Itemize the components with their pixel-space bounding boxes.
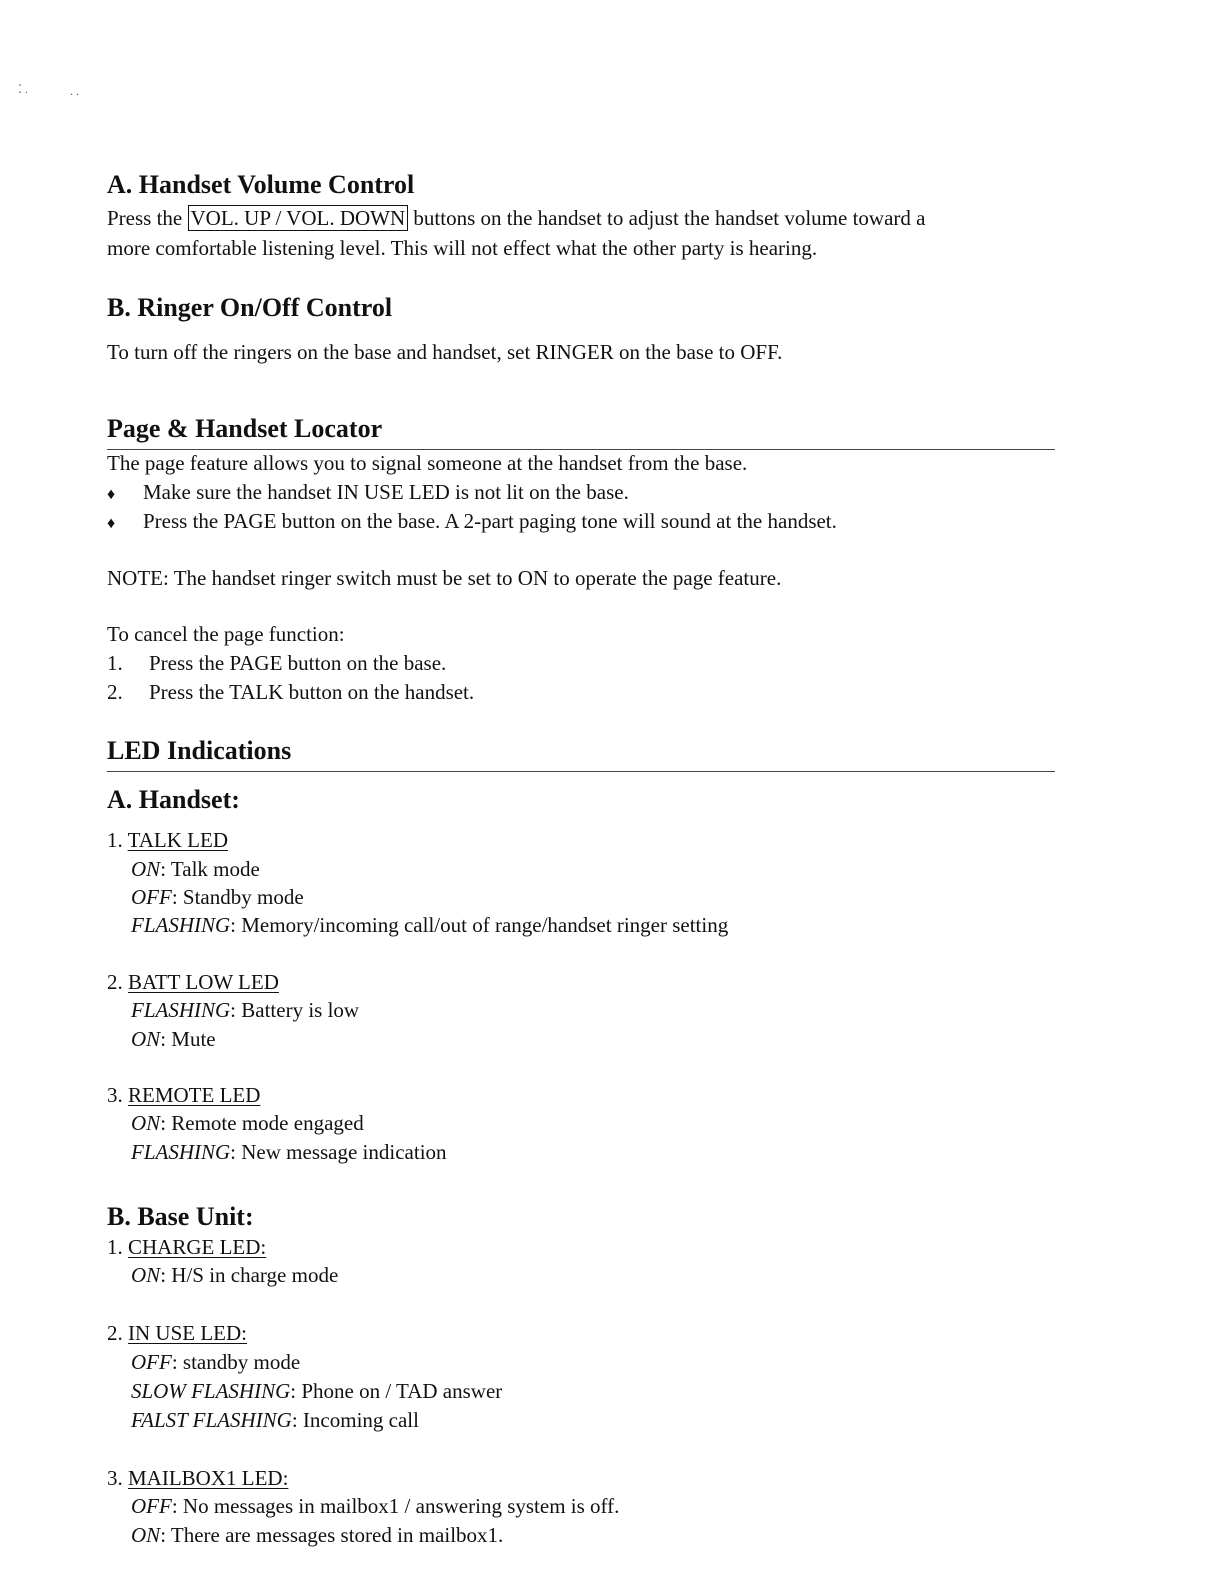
led-item-title: 1. TALK LED (107, 828, 229, 852)
led-state: ON: H/S in charge mode (131, 1263, 339, 1287)
diamond-bullet-icon: ♦ (107, 515, 116, 532)
vol-up-down-key: VOL. UP / VOL. DOWN (188, 205, 409, 231)
handset-volume-line1 (107, 206, 925, 231)
scan-speck: . . (70, 84, 79, 98)
section-divider (107, 771, 1055, 772)
handset-volume-heading: A. Handset Volume Control (107, 170, 415, 199)
led-item-title: 3. REMOTE LED (107, 1083, 261, 1107)
cancel-step: 2. Press the TALK button on the handset. (107, 680, 475, 704)
volume-text-pre: Press the (107, 206, 183, 230)
led-state: FLASHING: Battery is low (131, 998, 360, 1022)
led-state: ON: Talk mode (131, 857, 260, 881)
page-locator-heading: Page & Handset Locator (107, 414, 383, 443)
led-state: ON: Remote mode engaged (131, 1111, 364, 1135)
cancel-step: 1. Press the PAGE button on the base. (107, 651, 447, 675)
led-state: SLOW FLASHING: Phone on / TAD answer (131, 1379, 503, 1403)
led-state: OFF: standby mode (131, 1350, 301, 1374)
page-bullet: ♦ Make sure the handset IN USE LED is not lit on the base. (107, 480, 629, 504)
led-item-title: 1. CHARGE LED: (107, 1235, 267, 1259)
scan-speck: ⁚ . (18, 82, 28, 96)
led-state: ON: Mute (131, 1027, 216, 1051)
led-item-title: 3. MAILBOX1 LED: (107, 1466, 289, 1490)
led-state: FLASHING: New message indication (131, 1140, 447, 1164)
led-item-title: 2. BATT LOW LED (107, 970, 279, 994)
led-state: ON: There are messages stored in mailbox1. (131, 1523, 504, 1547)
led-state: OFF: Standby mode (131, 885, 304, 909)
diamond-bullet-icon: ♦ (107, 486, 116, 503)
led-indications-heading: LED Indications (107, 736, 292, 765)
led-state: FLASHING: Memory/incoming call/out of range/handset ringer setting (131, 913, 729, 937)
page-intro: The page feature allows you to signal someone at the handset from the base. (107, 451, 748, 475)
page-note: NOTE: The handset ringer switch must be set to ON to operate the page feature. (107, 566, 782, 590)
cancel-intro: To cancel the page function: (107, 622, 345, 646)
base-unit-subheading: B. Base Unit: (107, 1202, 254, 1231)
led-item-title: 2. IN USE LED: (107, 1321, 247, 1345)
handset-subheading: A. Handset: (107, 785, 240, 814)
page-bullet: ♦ Press the PAGE button on the base. A 2-part paging tone will sound at the handset. (107, 509, 837, 533)
ringer-heading: B. Ringer On/Off Control (107, 293, 393, 322)
led-state: OFF: No messages in mailbox1 / answering system is off. (131, 1494, 620, 1518)
volume-text-post: buttons on the handset to adjust the handset volume toward a (413, 206, 926, 230)
handset-volume-line2: more comfortable listening level. This will not effect what the other party is hearing. (107, 236, 818, 260)
section-divider (107, 449, 1055, 450)
ringer-text: To turn off the ringers on the base and handset, set RINGER on the base to OFF. (107, 340, 783, 364)
led-state: FALST FLASHING: Incoming call (131, 1408, 419, 1432)
